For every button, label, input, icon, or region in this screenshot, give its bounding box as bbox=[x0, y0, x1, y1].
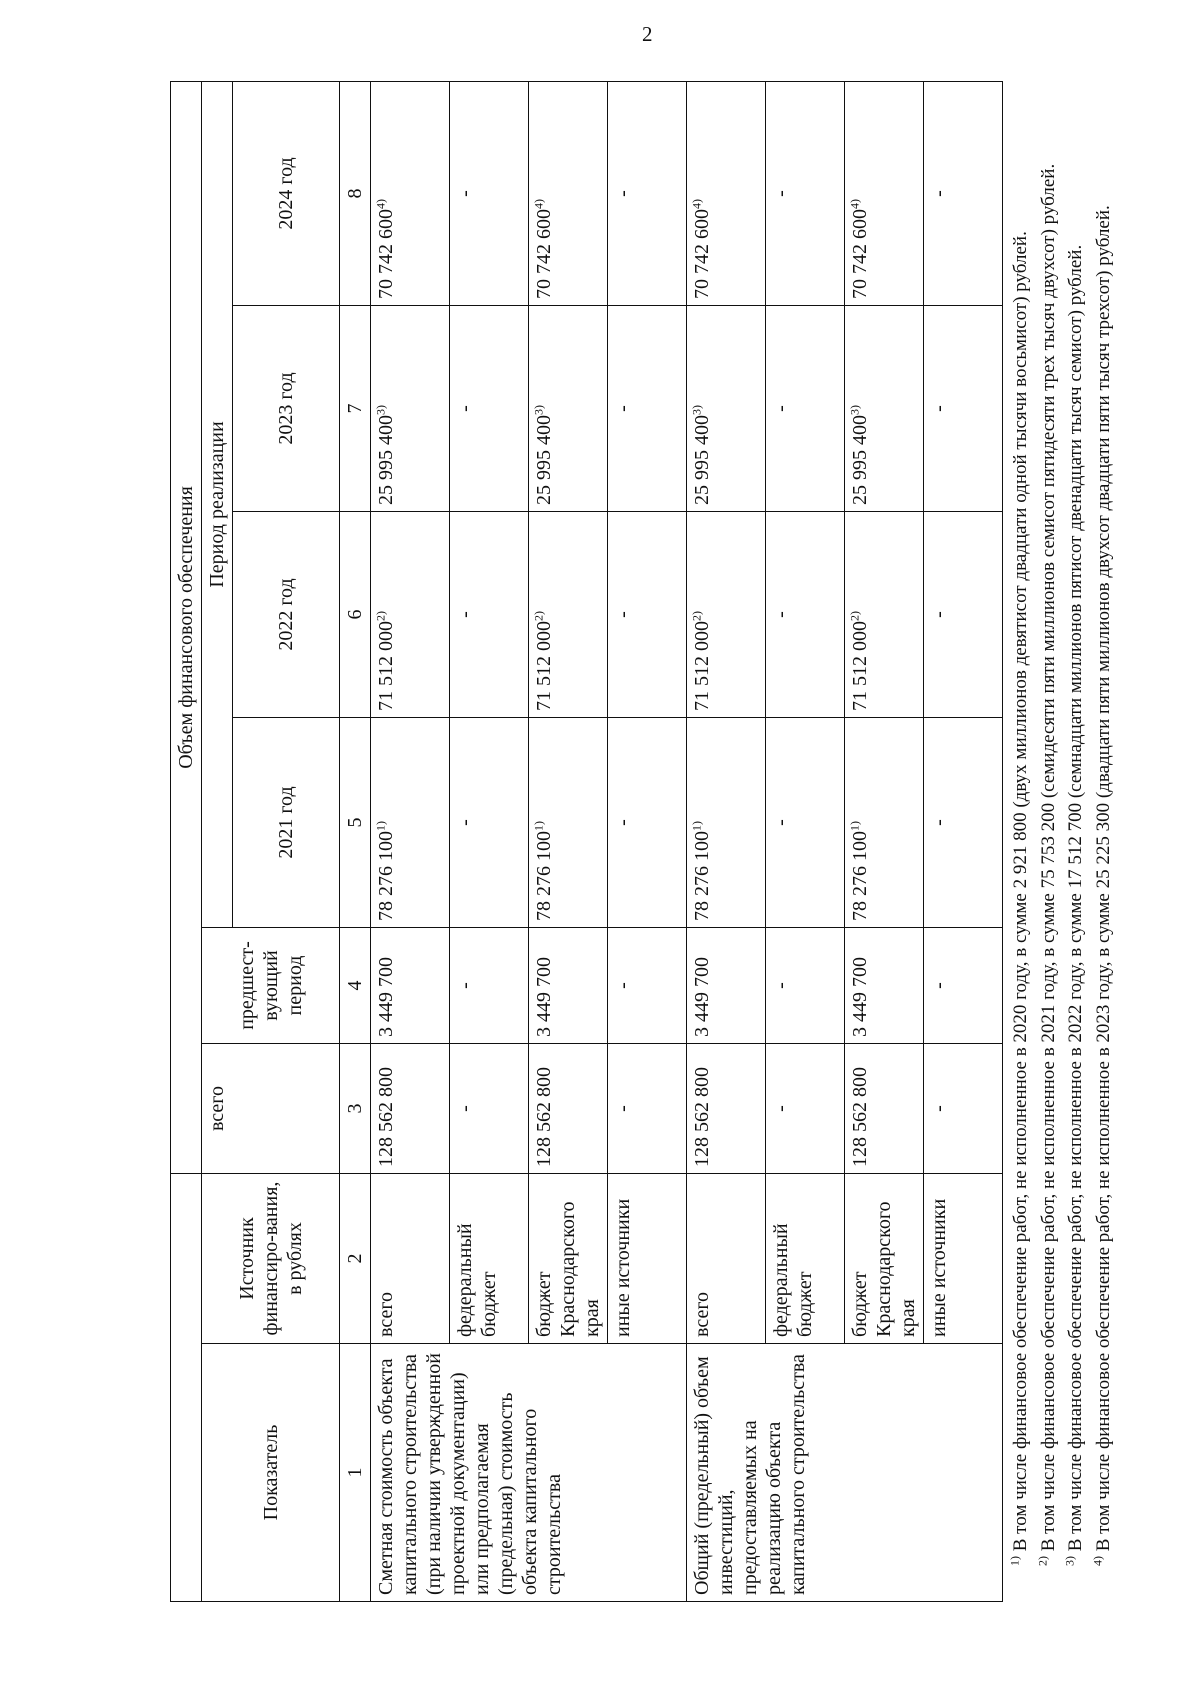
footnote-ref: 1) bbox=[689, 821, 704, 831]
year-2023-cell-value: 25 995 400 bbox=[849, 415, 871, 505]
year-2024-cell-value: - bbox=[612, 190, 634, 197]
year-2022-cell bbox=[529, 512, 608, 718]
header-year-2022: 2022 год bbox=[233, 512, 340, 718]
footnote-text: В том числе финансовое обеспечение работ, не исполненное в 2020 году, в сумме 2 921 800 (двух миллионов девятисот двадцати одной тысячи восьмисот) рублей. bbox=[1010, 231, 1031, 1556]
year-2021-cell bbox=[924, 718, 1003, 928]
year-2024-cell bbox=[529, 81, 608, 305]
total-cell-value: 128 562 800 bbox=[533, 1067, 555, 1167]
year-2022-cell bbox=[924, 512, 1003, 718]
prev-period-cell-value: - bbox=[928, 982, 950, 989]
prev-period-cell-value: 3 449 700 bbox=[375, 957, 397, 1037]
source-cell bbox=[608, 1174, 687, 1344]
total-cell-value: 128 562 800 bbox=[849, 1067, 871, 1167]
header-year-2024: 2024 год bbox=[233, 81, 340, 305]
source-cell bbox=[924, 1174, 1003, 1344]
year-2024-cell-value: - bbox=[770, 190, 792, 197]
year-2024-cell bbox=[371, 81, 450, 305]
year-2023-cell bbox=[845, 306, 924, 512]
year-2021-cell bbox=[687, 718, 766, 928]
year-2022-cell bbox=[608, 512, 687, 718]
footnote bbox=[1090, 82, 1118, 1602]
year-2024-cell-value: 70 742 600 bbox=[375, 209, 397, 299]
year-2022-cell-value: 71 512 000 bbox=[375, 621, 397, 711]
prev-period-cell bbox=[845, 928, 924, 1044]
footnote bbox=[1062, 82, 1090, 1602]
footnote-ref: 2) bbox=[689, 611, 704, 621]
indicator-cell: Сметная стоимость объекта капитального строительства (при наличии утвержденной проектной документации) или предполагаемая (предельная) стоимость объекта капитального строительства bbox=[371, 1344, 687, 1602]
prev-period-cell-value: - bbox=[454, 982, 476, 989]
footnote-ref: 1) bbox=[373, 821, 388, 831]
year-2022-cell bbox=[845, 512, 924, 718]
source-cell-value: федеральный бюджет bbox=[454, 1223, 500, 1337]
year-2024-cell bbox=[450, 81, 529, 305]
total-cell bbox=[529, 1044, 608, 1174]
year-2024-cell bbox=[766, 81, 845, 305]
header-period: Период реализации bbox=[202, 81, 233, 927]
col-number: 2 bbox=[340, 1174, 371, 1344]
prev-period-cell bbox=[687, 928, 766, 1044]
year-2023-cell-value: - bbox=[770, 405, 792, 412]
year-2021-cell bbox=[450, 718, 529, 928]
total-cell-value: 128 562 800 bbox=[375, 1067, 397, 1167]
col-number: 3 bbox=[340, 1044, 371, 1174]
footnote-ref: 1) bbox=[847, 821, 862, 831]
footnote-mark: 3) bbox=[1062, 1556, 1077, 1566]
footnote-mark: 4) bbox=[1090, 1556, 1105, 1566]
year-2021-cell-value: - bbox=[612, 819, 634, 826]
prev-period-cell-value: 3 449 700 bbox=[849, 957, 871, 1037]
year-2023-cell bbox=[924, 306, 1003, 512]
year-2024-cell-value: - bbox=[454, 190, 476, 197]
source-cell-value: всего bbox=[375, 1291, 397, 1337]
year-2023-cell-value: 25 995 400 bbox=[533, 415, 555, 505]
year-2022-cell-value: 71 512 000 bbox=[533, 621, 555, 711]
total-cell bbox=[687, 1044, 766, 1174]
prev-period-cell bbox=[608, 928, 687, 1044]
year-2023-cell-value: 25 995 400 bbox=[375, 415, 397, 505]
year-2023-cell bbox=[608, 306, 687, 512]
footnote-text: В том числе финансовое обеспечение работ, не исполненное в 2021 году, в сумме 75 753 200 (семидесяти пяти миллионов семисот пятидесяти трех тысяч двухсот) рублей. bbox=[1037, 163, 1059, 1556]
year-2021-cell bbox=[371, 718, 450, 928]
year-2023-cell-value: - bbox=[454, 405, 476, 412]
total-cell-value: - bbox=[770, 1105, 792, 1112]
source-cell bbox=[450, 1174, 529, 1344]
year-2021-cell-value: - bbox=[770, 819, 792, 826]
source-cell bbox=[371, 1174, 450, 1344]
total-cell bbox=[845, 1044, 924, 1174]
prev-period-cell bbox=[766, 928, 845, 1044]
table-row bbox=[371, 81, 450, 1601]
year-2021-cell-value: 78 276 100 bbox=[691, 831, 713, 921]
source-cell-value: всего bbox=[691, 1291, 713, 1337]
year-2023-cell bbox=[371, 306, 450, 512]
footnote-ref: 4) bbox=[373, 199, 388, 209]
source-cell-value: иные источники bbox=[612, 1198, 634, 1337]
footnote-ref: 3) bbox=[373, 405, 388, 415]
header-prev: предшест-вующий период bbox=[202, 928, 340, 1044]
total-cell bbox=[371, 1044, 450, 1174]
total-cell bbox=[766, 1044, 845, 1174]
year-2022-cell-value: - bbox=[454, 611, 476, 618]
year-2022-cell bbox=[450, 512, 529, 718]
source-cell-value: бюджет Краснодарского края bbox=[533, 1201, 603, 1337]
year-2023-cell-value: - bbox=[928, 405, 950, 412]
year-2021-cell bbox=[766, 718, 845, 928]
page-number: 2 bbox=[642, 22, 653, 46]
year-2022-cell-value: - bbox=[928, 611, 950, 618]
year-2024-cell bbox=[924, 81, 1003, 305]
year-2021-cell-value: - bbox=[928, 819, 950, 826]
col-number: 5 bbox=[340, 718, 371, 928]
year-2021-cell-value: 78 276 100 bbox=[375, 831, 397, 921]
year-2022-cell bbox=[371, 512, 450, 718]
year-2024-cell-value: 70 742 600 bbox=[849, 209, 871, 299]
year-2022-cell bbox=[766, 512, 845, 718]
header-volume: Объем финансового обеспечения bbox=[171, 81, 202, 1173]
source-cell bbox=[845, 1174, 924, 1344]
header-empty bbox=[171, 1174, 202, 1602]
header-indicator: Показатель bbox=[202, 1344, 340, 1602]
footnote-ref: 3) bbox=[689, 405, 704, 415]
prev-period-cell bbox=[371, 928, 450, 1044]
year-2021-cell bbox=[608, 718, 687, 928]
financing-table bbox=[170, 81, 1003, 1602]
source-cell-value: бюджет Краснодарского края bbox=[849, 1201, 919, 1337]
footnote bbox=[1007, 82, 1035, 1602]
year-2021-cell bbox=[529, 718, 608, 928]
source-cell bbox=[687, 1174, 766, 1344]
footnote-ref: 3) bbox=[531, 405, 546, 415]
total-cell-value: - bbox=[612, 1105, 634, 1112]
col-number: 6 bbox=[340, 512, 371, 718]
header-year-2021: 2021 год bbox=[233, 718, 340, 928]
source-cell bbox=[766, 1174, 845, 1344]
year-2022-cell-value: 71 512 000 bbox=[691, 621, 713, 711]
source-cell-value: федеральный бюджет bbox=[770, 1223, 816, 1337]
footnote-ref: 2) bbox=[847, 611, 862, 621]
year-2021-cell bbox=[845, 718, 924, 928]
prev-period-cell-value: 3 449 700 bbox=[691, 957, 713, 1037]
year-2022-cell-value: - bbox=[770, 611, 792, 618]
year-2021-cell-value: 78 276 100 bbox=[533, 831, 555, 921]
footnote-text: В том числе финансовое обеспечение работ, не исполненное в 2023 году, в сумме 25 225 300 (двадцати пяти миллионов двухсот двадцати пяти тысяч трехсот) рублей. bbox=[1092, 205, 1114, 1556]
year-2023-cell bbox=[766, 306, 845, 512]
header-year-2023: 2023 год bbox=[233, 306, 340, 512]
year-2024-cell-value: 70 742 600 bbox=[691, 209, 713, 299]
year-2023-cell bbox=[529, 306, 608, 512]
table-row bbox=[687, 81, 766, 1601]
footnote bbox=[1035, 82, 1063, 1602]
footnote-mark: 1) bbox=[1007, 1556, 1022, 1566]
total-cell bbox=[924, 1044, 1003, 1174]
footnote-ref: 2) bbox=[373, 611, 388, 621]
footnote-ref: 2) bbox=[531, 611, 546, 621]
col-number: 4 bbox=[340, 928, 371, 1044]
year-2023-cell-value: - bbox=[612, 405, 634, 412]
year-2022-cell bbox=[687, 512, 766, 718]
header-total: всего bbox=[202, 1044, 340, 1174]
col-number: 1 bbox=[340, 1344, 371, 1602]
footnote-mark: 2) bbox=[1035, 1556, 1050, 1566]
year-2022-cell-value: - bbox=[612, 611, 634, 618]
footnote-ref: 4) bbox=[689, 199, 704, 209]
prev-period-cell-value: - bbox=[612, 982, 634, 989]
total-cell-value: 128 562 800 bbox=[691, 1067, 713, 1167]
year-2024-cell bbox=[608, 81, 687, 305]
source-cell-value: иные источники bbox=[928, 1198, 950, 1337]
column-numbers-row bbox=[340, 81, 371, 1601]
year-2023-cell-value: 25 995 400 bbox=[691, 415, 713, 505]
year-2021-cell-value: - bbox=[454, 819, 476, 826]
header-source: Источник финансиро-вания, в рублях bbox=[202, 1174, 340, 1344]
year-2024-cell bbox=[845, 81, 924, 305]
footnotes bbox=[1007, 82, 1117, 1602]
footnote-ref: 4) bbox=[531, 199, 546, 209]
prev-period-cell-value: - bbox=[770, 982, 792, 989]
footnote-ref: 4) bbox=[847, 199, 862, 209]
year-2024-cell-value: 70 742 600 bbox=[533, 209, 555, 299]
prev-period-cell-value: 3 449 700 bbox=[533, 957, 555, 1037]
year-2024-cell bbox=[687, 81, 766, 305]
total-cell bbox=[608, 1044, 687, 1174]
footnote-text: В том числе финансовое обеспечение работ, не исполненное в 2022 году, в сумме 17 512 700 (семнадцати миллионов пятисот двенадцати тысяч семисот) рублей. bbox=[1065, 244, 1087, 1556]
prev-period-cell bbox=[529, 928, 608, 1044]
year-2022-cell-value: 71 512 000 bbox=[849, 621, 871, 711]
total-cell bbox=[450, 1044, 529, 1174]
source-cell bbox=[529, 1174, 608, 1344]
indicator-cell: Общий (предельный) объем инвестиций, предоставляемых на реализацию объекта капитального строительства bbox=[687, 1344, 1003, 1602]
footnote-ref: 3) bbox=[847, 405, 862, 415]
rotated-content bbox=[170, 82, 1114, 1602]
col-number: 7 bbox=[340, 306, 371, 512]
prev-period-cell bbox=[450, 928, 529, 1044]
year-2024-cell-value: - bbox=[928, 190, 950, 197]
total-cell-value: - bbox=[454, 1105, 476, 1112]
footnote-ref: 1) bbox=[531, 821, 546, 831]
total-cell-value: - bbox=[928, 1105, 950, 1112]
year-2023-cell bbox=[687, 306, 766, 512]
year-2021-cell-value: 78 276 100 bbox=[849, 831, 871, 921]
col-number: 8 bbox=[340, 81, 371, 305]
year-2023-cell bbox=[450, 306, 529, 512]
prev-period-cell bbox=[924, 928, 1003, 1044]
